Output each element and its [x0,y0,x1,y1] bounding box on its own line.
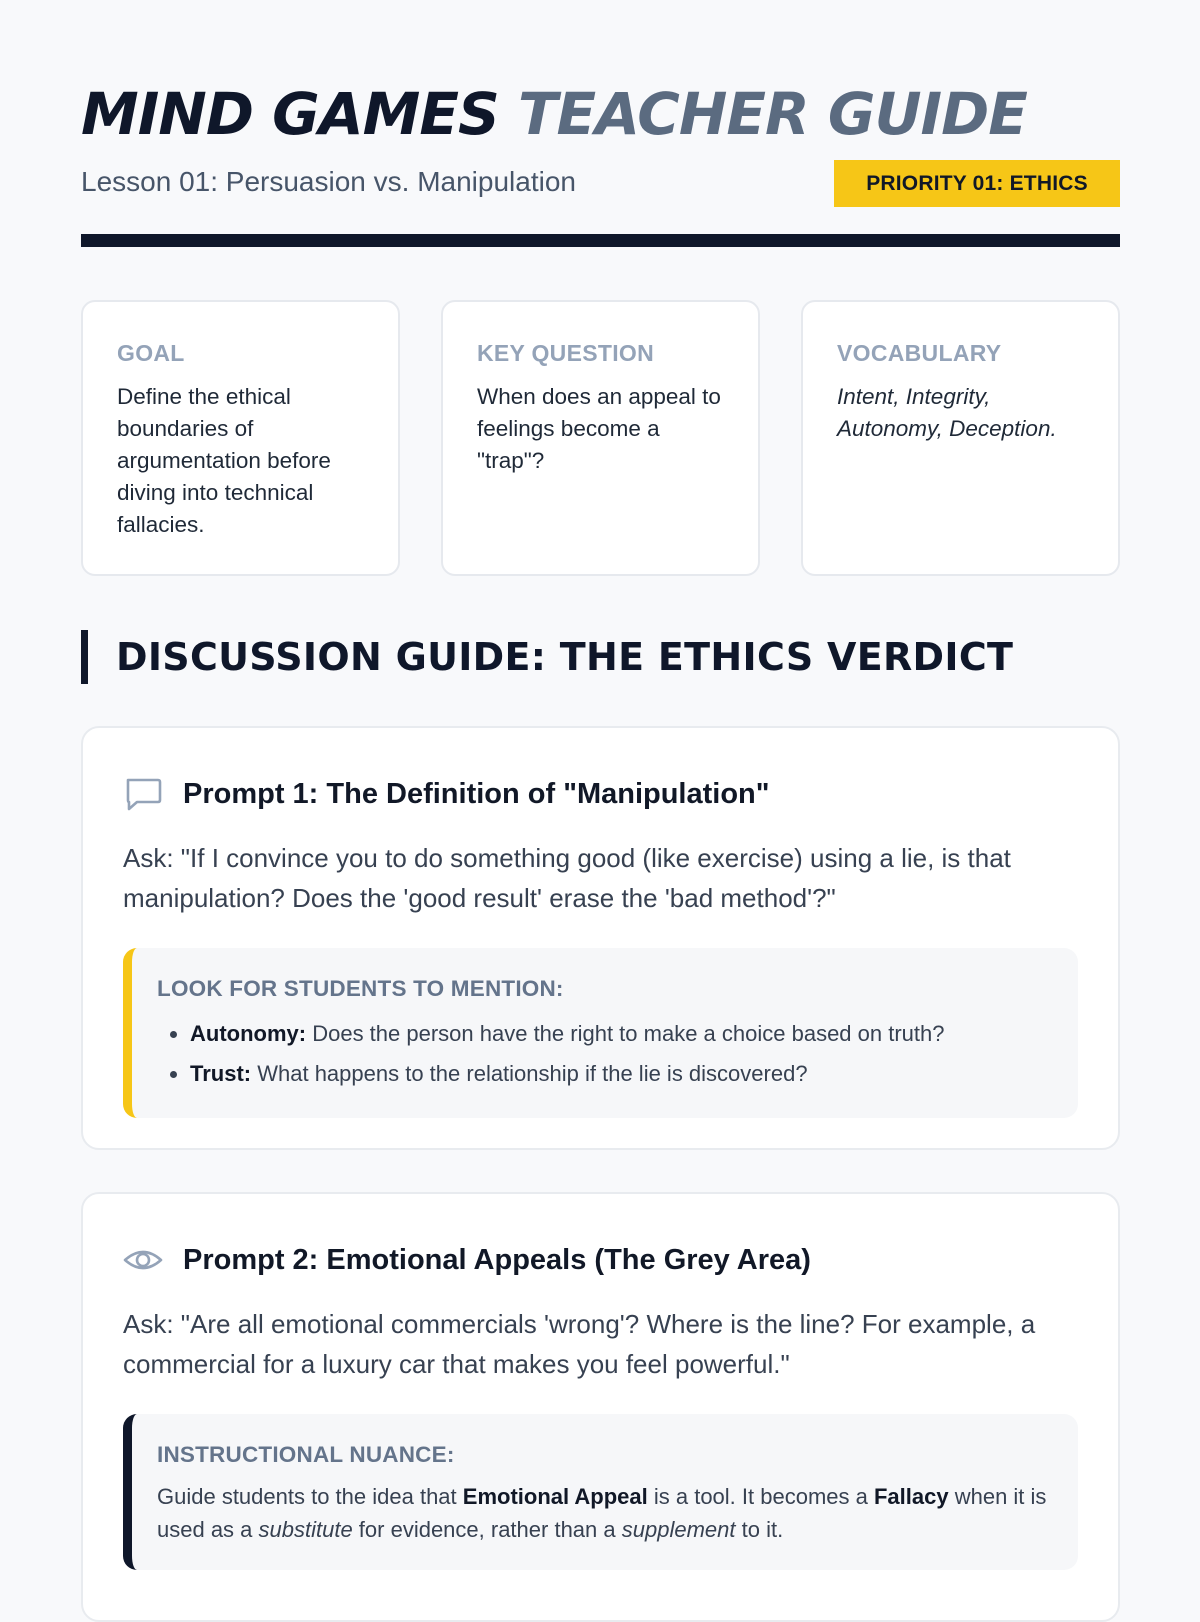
nuance-text [157,1480,1048,1546]
text-span: Guide students to the idea that [157,1484,463,1509]
list-item [190,1054,1048,1094]
page-title [81,80,1027,148]
card-text: Define the ethical boundaries of argumentation before diving into technical fallacies. [117,384,331,537]
bullet-text: Does the person have the right to make a choice based on truth? [306,1021,945,1046]
prompt-title: Prompt 1: The Definition of "Manipulation" [183,777,770,810]
emphasis-term: Fallacy [873,1484,949,1509]
prompt-question: Ask: "If I convince you to do something good (like exercise) using a lie, is that manipulation? Does the 'good result' erase the 'bad method'?" [123,843,1011,913]
callout-label: LOOK FOR STUDENTS TO MENTION: [157,976,564,1001]
callout-label: INSTRUCTIONAL NUANCE: [157,1442,455,1467]
emphasis-term: Emotional Appeal [462,1484,648,1509]
goal-card [81,300,400,576]
text-span: is a tool. It becomes a [647,1484,874,1509]
prompt-header [123,1240,1078,1280]
nuance-callout [123,1414,1078,1570]
priority-badge: PRIORITY 01: ETHICS [834,160,1120,207]
vocabulary-card [801,300,1120,576]
lesson-subtitle: Lesson 01: Persuasion vs. Manipulation [81,166,576,197]
italic-term: substitute [258,1517,353,1542]
prompt-title: Prompt 2: Emotional Appeals (The Grey Area) [183,1243,811,1276]
title-part-2: TEACHER GUIDE [517,80,1027,148]
bullet-term: Autonomy: [190,1021,307,1046]
text-span: to it. [735,1517,784,1542]
text-span: for evidence, rather than a [352,1517,622,1542]
text-span: when it is used as a [157,1484,1047,1542]
title-part-1: MIND GAMES [81,80,499,148]
header-divider [81,234,1120,247]
bullet-term: Trust: [190,1061,252,1086]
italic-term: supplement [621,1517,736,1542]
section-heading: DISCUSSION GUIDE: THE ETHICS VERDICT [81,630,1013,684]
card-text: When does an appeal to feelings become a "trap"? [477,384,721,473]
prompt-question: Ask: "Are all emotional commercials 'wrong'? Where is the line? For example, a commercial for a luxury car that makes you feel powerful." [123,1309,1036,1379]
look-for-callout [123,948,1078,1118]
speech-bubble-icon [123,774,163,814]
list-item [190,1014,1048,1054]
card-text: Intent, Integrity, Autonomy, Deception. [837,384,1057,441]
summary-cards [81,300,1120,576]
prompt-card-1 [81,726,1120,1150]
key-question-card [441,300,760,576]
card-label: KEY QUESTION [477,340,654,366]
bullet-text: What happens to the relationship if the lie is discovered? [251,1061,808,1086]
prompt-card-2 [81,1192,1120,1622]
card-label: GOAL [117,340,185,366]
prompt-header [123,774,1078,814]
card-label: VOCABULARY [837,340,1002,366]
mention-list [157,1014,1048,1094]
eye-icon [123,1240,163,1280]
